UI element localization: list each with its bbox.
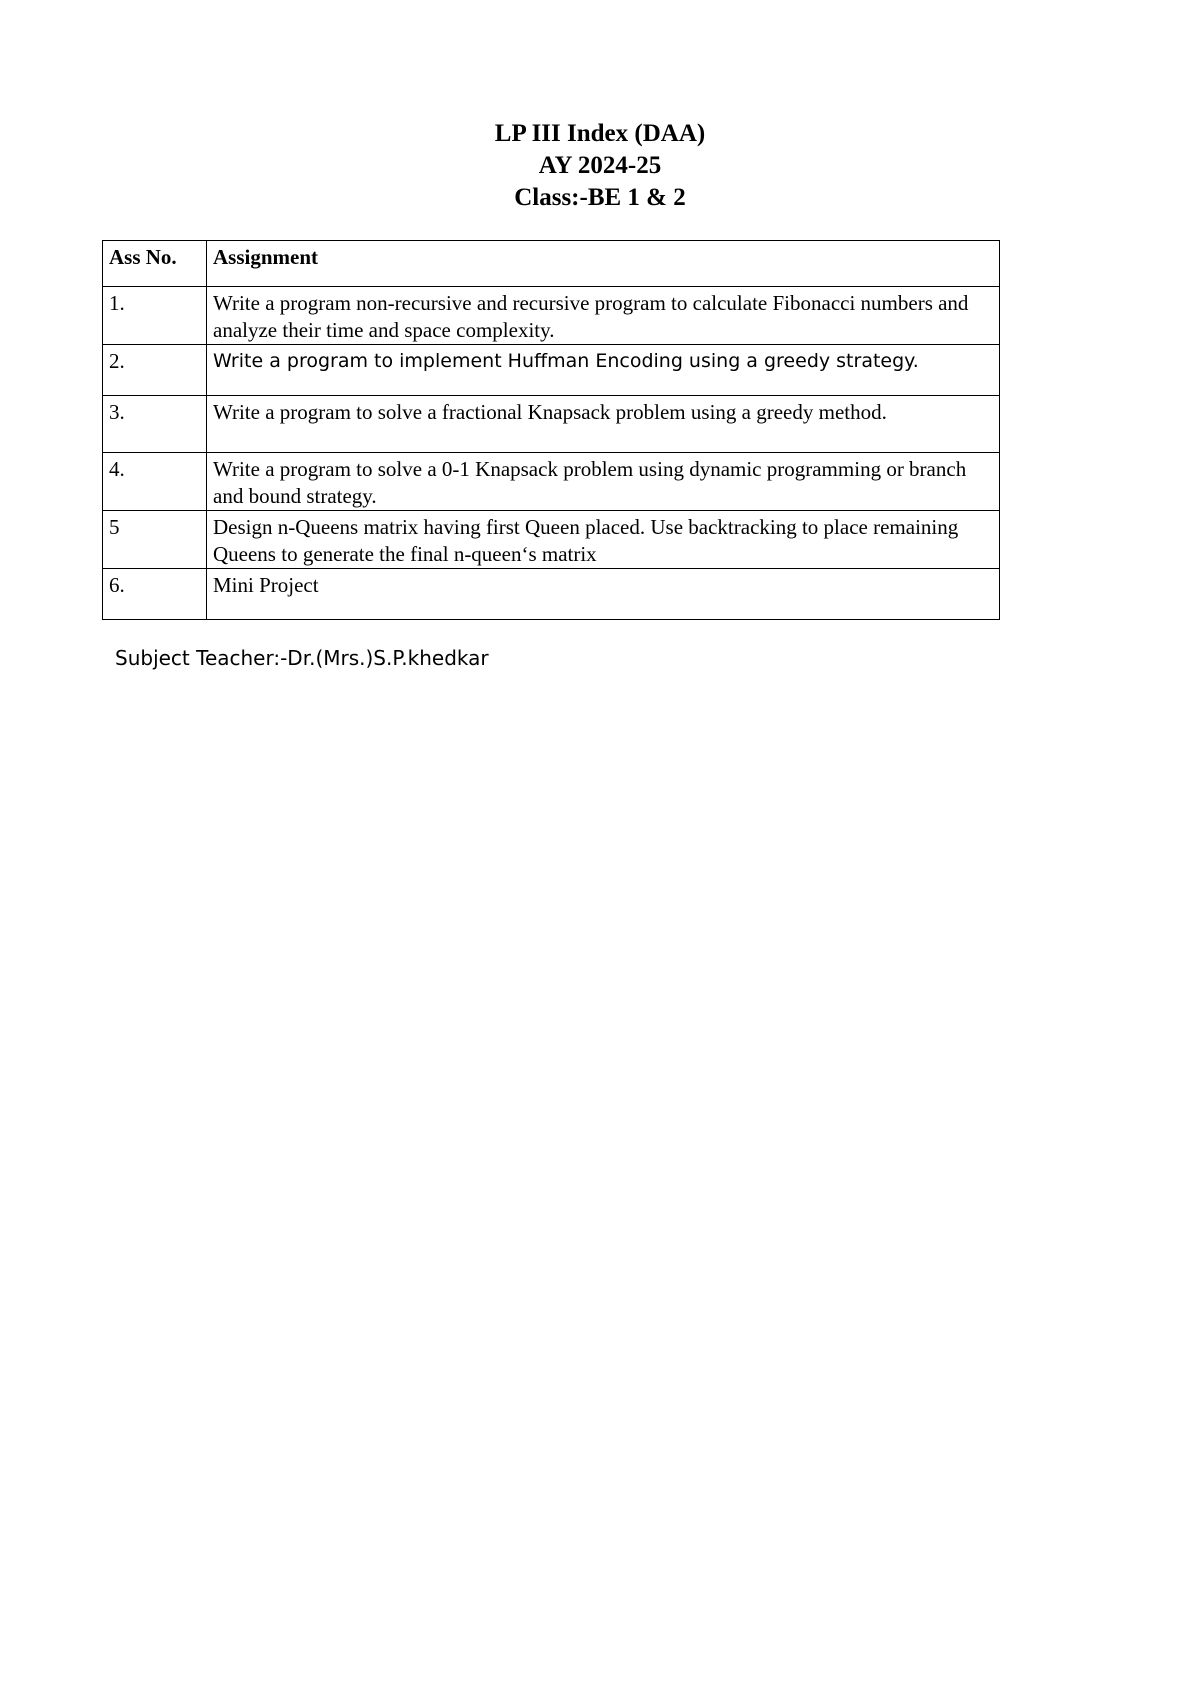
assignment-description: Mini Project xyxy=(207,569,1000,620)
assignment-description: Write a program to implement Huffman Encoding using a greedy strategy. xyxy=(207,345,1000,396)
assignment-number: 2. xyxy=(103,345,207,396)
assignment-number: 6. xyxy=(103,569,207,620)
assignment-description: Write a program to solve a fractional Knapsack problem using a greedy method. xyxy=(207,396,1000,453)
table-row xyxy=(103,511,1000,569)
assignment-index-table xyxy=(102,240,1000,620)
assignment-description: Design n-Queens matrix having first Queen placed. Use backtracking to place remaining Queens to generate the final n-queen‘s matrix xyxy=(207,511,1000,569)
assignment-number: 3. xyxy=(103,396,207,453)
class-label: Class:-BE 1 & 2 xyxy=(514,184,686,211)
column-header-ass-no: Ass No. xyxy=(103,241,207,287)
column-header-assignment: Assignment xyxy=(207,241,1000,287)
document-header xyxy=(0,118,1200,214)
table-row xyxy=(103,287,1000,345)
assignment-description: Write a program non-recursive and recursive program to calculate Fibonacci numbers and analyze their time and space complexity. xyxy=(207,287,1000,345)
table-row xyxy=(103,396,1000,453)
assignment-description: Write a program to solve a 0-1 Knapsack problem using dynamic programming or branch and bound strategy. xyxy=(207,453,1000,511)
table-row xyxy=(103,453,1000,511)
assignment-number: 5 xyxy=(103,511,207,569)
table-row xyxy=(103,345,1000,396)
subject-teacher: Subject Teacher:-Dr.(Mrs.)S.P.khedkar xyxy=(115,646,489,670)
table-row xyxy=(103,569,1000,620)
assignment-number: 4. xyxy=(103,453,207,511)
academic-year: AY 2024-25 xyxy=(538,152,662,179)
assignment-number: 1. xyxy=(103,287,207,345)
table-header-row xyxy=(103,241,1000,287)
document-title: LP III Index (DAA) xyxy=(494,120,706,147)
